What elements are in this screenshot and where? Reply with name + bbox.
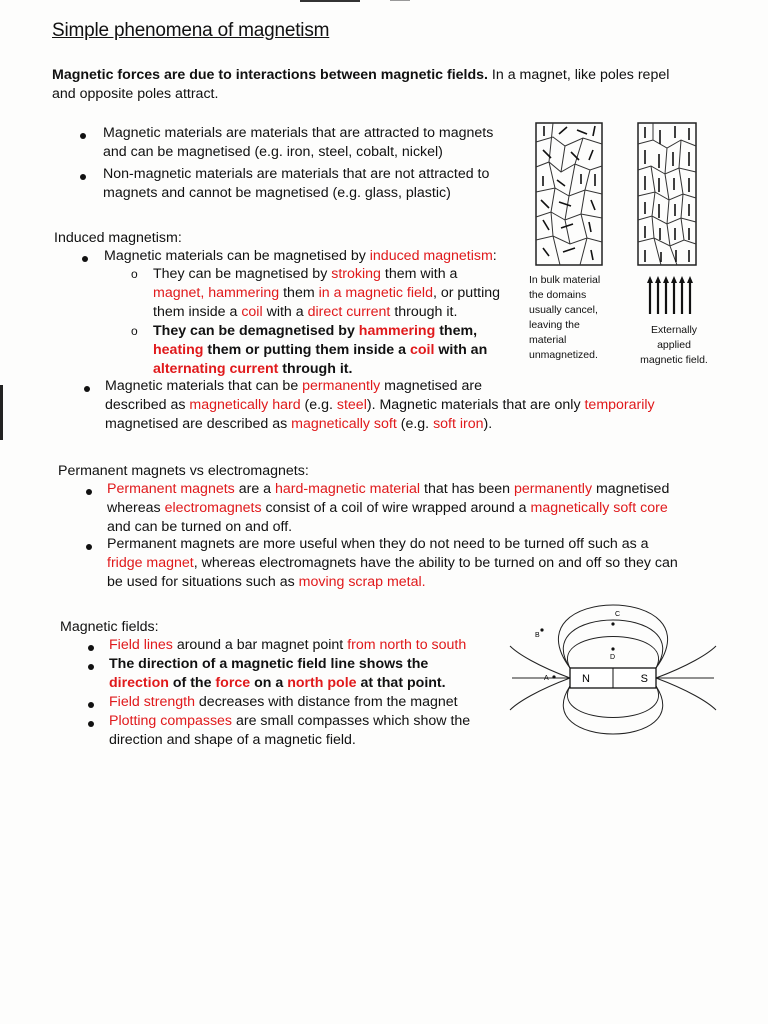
bar-magnet-field-diagram (508, 604, 718, 744)
bullet-icon (82, 256, 88, 262)
point-d-dot (611, 647, 614, 650)
bullet-icon (88, 702, 94, 708)
north-pole-label: N (582, 673, 590, 685)
point-c-dot (611, 622, 614, 625)
point-d-label: D (610, 654, 616, 661)
domains-random-figure (535, 122, 605, 267)
domains-caption-left: In bulk material the domains usually cancel, leaving the material unmagnetized. (529, 274, 601, 361)
bullet-icon (80, 133, 86, 139)
induced-sub-1: They can be magnetised by stroking them with a magnet, hammering them in a magnetic field, or putting them inside a coil with a direct current through it. (153, 266, 501, 320)
sub-bullet-icon: o (131, 324, 138, 338)
point-b-label: B (535, 632, 540, 639)
domains-aligned-figure (637, 122, 699, 267)
fields-bullet-1: Field lines around a bar magnet point from north to south (109, 637, 467, 653)
bullet-icon (88, 645, 94, 651)
scan-mark (300, 0, 360, 2)
induced-bullet-2: Magnetic materials that can be permanently magnetised are described as magnetically hard (e.g. steel). Magnetic materials that are only temporarily magnetised are described as magnetically soft (e.g. soft iron). (105, 378, 655, 432)
fields-bullet-3: Field strength decreases with distance from the magnet (109, 694, 458, 710)
fields-bullet-2: The direction of a magnetic field line shows the direction of the force on a north pole at that point. (109, 656, 446, 691)
induced-bullet-1: Magnetic materials can be magnetised by induced magnetism: (104, 248, 497, 264)
induced-heading: Induced magnetism: (54, 230, 182, 246)
fields-heading: Magnetic fields: (60, 619, 159, 635)
scan-mark (390, 0, 410, 1)
domains-caption-right: Externally applied magnetic field. (640, 324, 708, 366)
induced-sub-2: They can be demagnetised by hammering them, heating them or putting them inside a coil with an alternating current through it. (153, 323, 488, 377)
page-title: Simple phenomena of magnetism (52, 20, 330, 41)
intro-paragraph: Magnetic forces are due to interactions between magnetic fields. In a magnet, like poles repel and opposite poles attract. (52, 67, 670, 102)
materials-bullet-1: Magnetic materials are materials that are attracted to magnets and can be magnetised (e.g. iron, steel, cobalt, nickel) (103, 125, 494, 160)
applied-field-arrows (646, 276, 698, 316)
point-a-label: A (544, 675, 549, 682)
bullet-icon (86, 489, 92, 495)
bullet-icon (86, 544, 92, 550)
south-pole-label: S (640, 673, 648, 685)
point-b-dot (540, 628, 543, 631)
point-c-label: C (615, 611, 621, 618)
bullet-icon (80, 174, 86, 180)
fields-bullet-4: Plotting compasses are small compasses which show the direction and shape of a magnetic field. (109, 713, 471, 748)
permanent-bullet-2: Permanent magnets are more useful when they do not need to be turned off such as a fridge magnet, whereas electromagnets have the ability to be turned on and off so they can be used for situations such as moving scrap metal. (107, 536, 678, 590)
point-a-dot (552, 675, 555, 678)
scan-edge (0, 385, 3, 440)
bullet-icon (84, 386, 90, 392)
permanent-heading: Permanent magnets vs electromagnets: (58, 463, 309, 479)
permanent-bullet-1: Permanent magnets are a hard-magnetic material that has been permanently magnetised whereas electromagnets consist of a coil of wire wrapped around a magnetically soft core and can be turned on and off. (107, 481, 670, 535)
bullet-icon (88, 664, 94, 670)
sub-bullet-icon: o (131, 267, 138, 281)
materials-bullet-2: Non-magnetic materials are materials that are not attracted to magnets and cannot be magnetised (e.g. glass, plastic) (103, 166, 490, 201)
bullet-icon (88, 721, 94, 727)
